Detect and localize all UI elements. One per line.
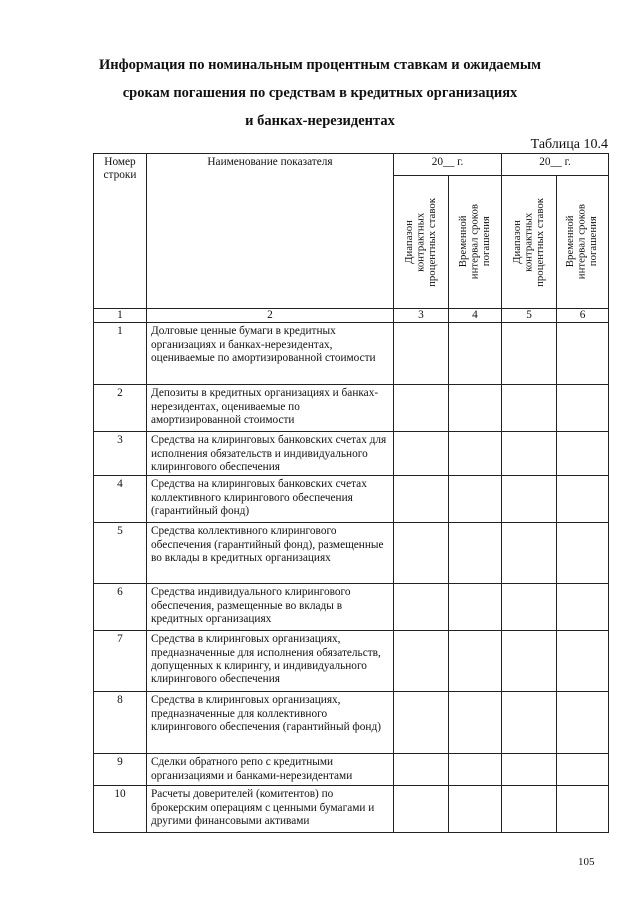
header-year-1: 20__ г. [394, 154, 502, 176]
column-number: 6 [557, 309, 609, 323]
header-indicator-name: Наименование показателя [147, 154, 394, 309]
header-year-2: 20__ г. [502, 154, 609, 176]
row-indicator-name: Средства индивидуального клирингового обеспечения, размещенные во вклады в кредитных организациях [147, 584, 394, 631]
header-rate-range-1: Диапазон контрактных процентных ставок [394, 176, 449, 309]
value-cell [394, 385, 449, 432]
value-cell [394, 476, 449, 523]
table-row [94, 692, 609, 754]
value-cell [557, 323, 609, 385]
value-cell [449, 754, 502, 786]
row-number: 3 [94, 432, 147, 476]
value-cell [502, 631, 557, 692]
table-row [94, 323, 609, 385]
value-cell [394, 432, 449, 476]
header-maturity-1: Временной интервал сроков погашения [449, 176, 502, 309]
value-cell [502, 476, 557, 523]
page-number: 105 [578, 856, 595, 868]
value-cell [449, 385, 502, 432]
value-cell [394, 631, 449, 692]
value-cell [449, 692, 502, 754]
value-cell [557, 523, 609, 584]
value-cell [557, 786, 609, 833]
value-cell [557, 692, 609, 754]
row-number: 8 [94, 692, 147, 754]
table-row [94, 523, 609, 584]
row-indicator-name: Сделки обратного репо с кредитными организациями и банками-нерезидентами [147, 754, 394, 786]
value-cell [557, 584, 609, 631]
row-number: 2 [94, 385, 147, 432]
value-cell [449, 631, 502, 692]
value-cell [557, 754, 609, 786]
document-title-line-3: и банках-нерезидентах [245, 113, 395, 129]
document-title-line-2: срокам погашения по средствам в кредитных организациях [122, 85, 518, 101]
row-indicator-name: Средства коллективного клирингового обеспечения (гарантийный фонд), размещенные во вклады в кредитных организациях [147, 523, 394, 584]
value-cell [557, 476, 609, 523]
row-indicator-name: Средства в клиринговых организациях, предназначенные для коллективного клирингового обеспечения (гарантийный фонд) [147, 692, 394, 754]
row-number: 1 [94, 323, 147, 385]
value-cell [394, 523, 449, 584]
value-cell [502, 432, 557, 476]
table-row [94, 476, 609, 523]
table-row [94, 631, 609, 692]
interest-rates-table [93, 153, 609, 833]
row-number: 10 [94, 786, 147, 833]
table-row [94, 754, 609, 786]
value-cell [394, 323, 449, 385]
table-row [94, 385, 609, 432]
row-indicator-name: Расчеты доверителей (комитентов) по брокерским операциям с ценными бумагами и другими финансовыми активами [147, 786, 394, 833]
value-cell [557, 385, 609, 432]
column-number: 2 [147, 309, 394, 323]
table-row [94, 584, 609, 631]
column-number: 1 [94, 309, 147, 323]
table-row [94, 432, 609, 476]
row-indicator-name: Средства на клиринговых банковских счетах для исполнения обязательств и индивидуального клирингового обеспечения [147, 432, 394, 476]
header-maturity-2: Временной интервал сроков погашения [557, 176, 609, 309]
column-number: 5 [502, 309, 557, 323]
value-cell [449, 432, 502, 476]
row-indicator-name: Средства на клиринговых банковских счетах коллективного клирингового обеспечения (гарантийный фонд) [147, 476, 394, 523]
value-cell [394, 692, 449, 754]
column-number-row [94, 309, 609, 323]
header-rate-range-2: Диапазон контрактных процентных ставок [502, 176, 557, 309]
value-cell [449, 786, 502, 833]
row-number: 9 [94, 754, 147, 786]
column-number: 3 [394, 309, 449, 323]
row-indicator-name: Депозиты в кредитных организациях и банках-нерезидентах, оцениваемые по амортизированной стоимости [147, 385, 394, 432]
value-cell [502, 523, 557, 584]
table-row [94, 786, 609, 833]
value-cell [394, 754, 449, 786]
value-cell [502, 584, 557, 631]
value-cell [449, 476, 502, 523]
value-cell [449, 523, 502, 584]
value-cell [502, 692, 557, 754]
row-number: 5 [94, 523, 147, 584]
column-number: 4 [449, 309, 502, 323]
row-indicator-name: Долговые ценные бумаги в кредитных организациях и банках-нерезидентах, оцениваемые по амортизированной стоимости [147, 323, 394, 385]
value-cell [502, 786, 557, 833]
header-row-number: Номер строки [94, 154, 147, 309]
row-number: 6 [94, 584, 147, 631]
value-cell [394, 584, 449, 631]
row-number: 4 [94, 476, 147, 523]
value-cell [449, 584, 502, 631]
value-cell [502, 323, 557, 385]
table-label: Таблица 10.4 [530, 137, 608, 152]
row-indicator-name: Средства в клиринговых организациях, предназначенные для исполнения обязательств, допущенных к клирингу, и индивидуального клирингового обеспечения [147, 631, 394, 692]
value-cell [394, 786, 449, 833]
value-cell [502, 385, 557, 432]
value-cell [557, 432, 609, 476]
document-title-line-1: Информация по номинальным процентным ставкам и ожидаемым [98, 57, 542, 73]
row-number: 7 [94, 631, 147, 692]
value-cell [557, 631, 609, 692]
value-cell [502, 754, 557, 786]
value-cell [449, 323, 502, 385]
